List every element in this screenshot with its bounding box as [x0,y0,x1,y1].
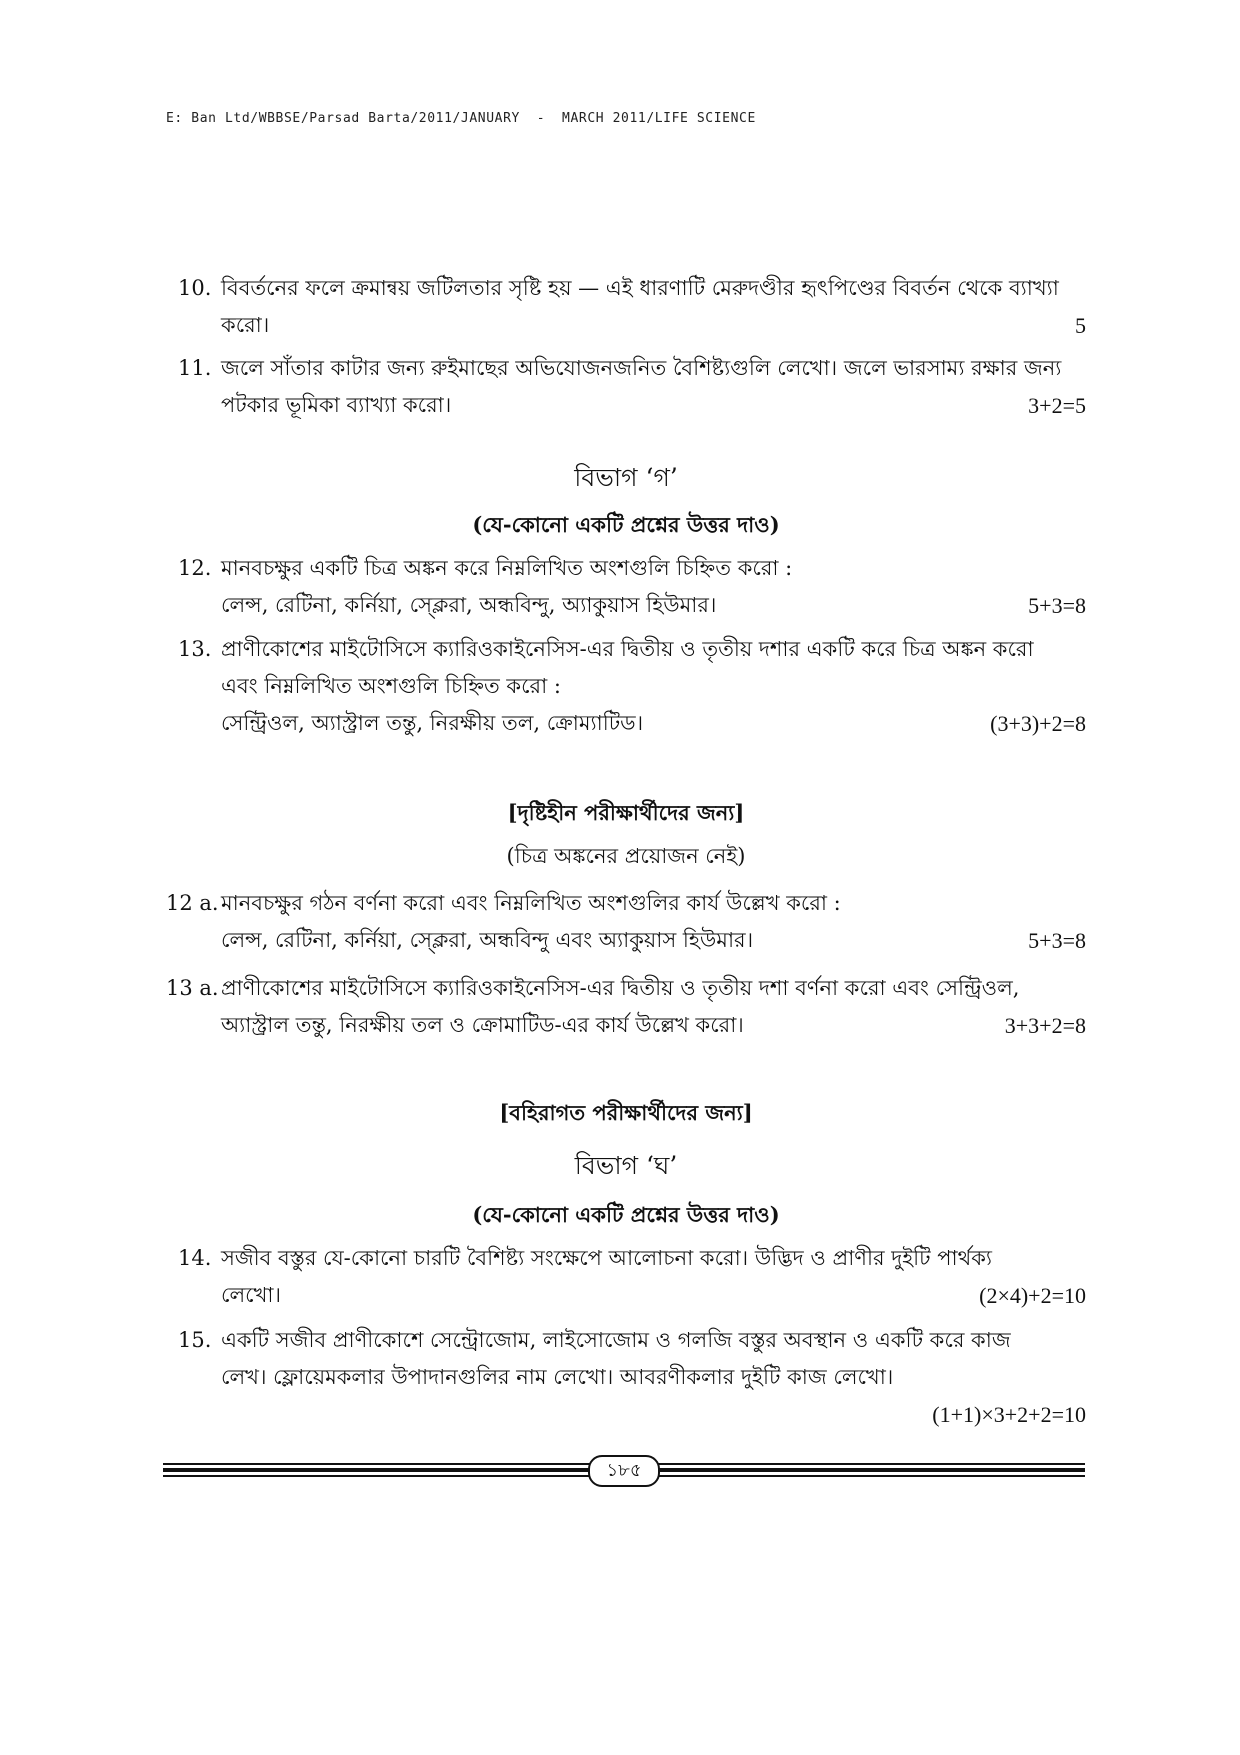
question-text: করো। [221,313,270,337]
page-number: ১৮৫ [588,1455,660,1487]
question-text: লেখ। ফ্লোয়েমকলার উপাদানগুলির নাম লেখো। আবরণীকলার দুইটি কাজ লেখো। [221,1365,894,1389]
question-13a [166,970,1086,1044]
question-marks: 3+3+2=8 [1004,1013,1086,1038]
question-text: প্রাণীকোশের মাইটোসিসে ক্যারিওকাইনেসিস-এর দ্বিতীয় ও তৃতীয় দশার একটি করে চিত্র অঙ্কন করো [221,637,1034,661]
question-marks: 5+3=8 [1028,593,1086,618]
question-15 [166,1322,1086,1433]
question-marks: 5 [1075,313,1086,338]
question-text: মানবচক্ষুর একটি চিত্র অঙ্কন করে নিম্নলিখিত অংশগুলি চিহ্নিত করো : [221,556,793,580]
question-12 [166,550,1086,624]
question-text: একটি সজীব প্রাণীকোশে সেন্ট্রোজোম, লাইসোজোম ও গলজি বস্তুর অবস্থান ও একটি করে কাজ [221,1328,1011,1352]
question-text: মানবচক্ষুর গঠন বর্ণনা করো এবং নিম্নলিখিত অংশগুলির কার্য উল্লেখ করো : [221,891,841,915]
question-number: 10. [178,276,212,300]
question-text: লেন্স, রেটিনা, কর্নিয়া, স্ক্লেরা, অন্ধবিন্দু, অ্যাকুয়াস হিউমার। [221,593,717,617]
question-text: সেন্ট্রিওল, অ্যাস্ট্রাল তন্তু, নিরক্ষীয় তল, ক্রোম্যাটিড। [221,711,644,735]
external-candidates-title: [বহিরাগত পরীক্ষার্থীদের জন্য] [499,1100,753,1125]
section-gha-instruction: (যে-কোনো একটি প্রশ্নের উত্তর দাও) [472,1202,780,1227]
question-marks: 5+3=8 [1028,928,1086,953]
question-text: সজীব বস্তুর যে-কোনো চারটি বৈশিষ্ট্য সংক্ষেপে আলোচনা করো। উদ্ভিদ ও প্রাণীর দুইটি পার্থক্য [221,1246,993,1270]
document-header: E: Ban Ltd/WBBSE/Parsad Barta/2011/JANUARY - MARCH 2011/LIFE SCIENCE [166,111,756,126]
question-number: 11. [178,356,212,380]
blind-candidates-note: (চিত্র অঙ্কনের প্রয়োজন নেই) [506,844,746,868]
question-marks: (3+3)+2=8 [990,711,1086,736]
section-ga-title: বিভাগ ‘গ’ [574,463,678,492]
question-12a [166,885,1086,959]
question-number: 12 a. [166,891,219,915]
footer-rule [163,1455,1085,1485]
question-marks: (2×4)+2=10 [979,1283,1086,1308]
question-13 [166,631,1086,742]
question-14 [166,1240,1086,1314]
question-text: অ্যাস্ট্রাল তন্তু, নিরক্ষীয় তল ও ক্রোমাটিড-এর কার্য উল্লেখ করো। [221,1013,744,1037]
question-10 [166,270,1086,344]
question-text: পটকার ভূমিকা ব্যাখ্যা করো। [221,393,452,417]
question-number: 14. [178,1246,212,1270]
question-marks: 3+2=5 [1028,393,1086,418]
section-gha-title: বিভাগ ‘ঘ’ [574,1151,678,1180]
question-number: 15. [178,1328,212,1352]
question-number: 13. [178,637,212,661]
blind-candidates-title: [দৃষ্টিহীন পরীক্ষার্থীদের জন্য] [507,800,745,825]
question-number: 12. [178,556,212,580]
question-text: বিবর্তনের ফলে ক্রমান্বয় জটিলতার সৃষ্টি হয় — এই ধারণাটি মেরুদণ্ডীর হৃৎপিণ্ডের বিবর্তন থেকে ব্যাখ্যা [221,276,1059,300]
question-text: লেখো। [221,1283,281,1307]
question-text: লেন্স, রেটিনা, কর্নিয়া, স্ক্লেরা, অন্ধবিন্দু এবং অ্যাকুয়াস হিউমার। [221,928,754,952]
section-ga-instruction: (যে-কোনো একটি প্রশ্নের উত্তর দাও) [472,512,780,537]
question-text: জলে সাঁতার কাটার জন্য রুইমাছের অভিযোজনজনিত বৈশিষ্ট্যগুলি লেখো। জলে ভারসাম্য রক্ষার জন্য [221,356,1062,380]
question-text: প্রাণীকোশের মাইটোসিসে ক্যারিওকাইনেসিস-এর দ্বিতীয় ও তৃতীয় দশা বর্ণনা করো এবং সেন্ট্রিওল, [221,976,1020,1000]
question-marks: (1+1)×3+2+2=10 [932,1402,1086,1427]
question-text: এবং নিম্নলিখিত অংশগুলি চিহ্নিত করো : [221,674,561,698]
question-11 [166,350,1086,424]
question-number: 13 a. [166,976,219,1000]
